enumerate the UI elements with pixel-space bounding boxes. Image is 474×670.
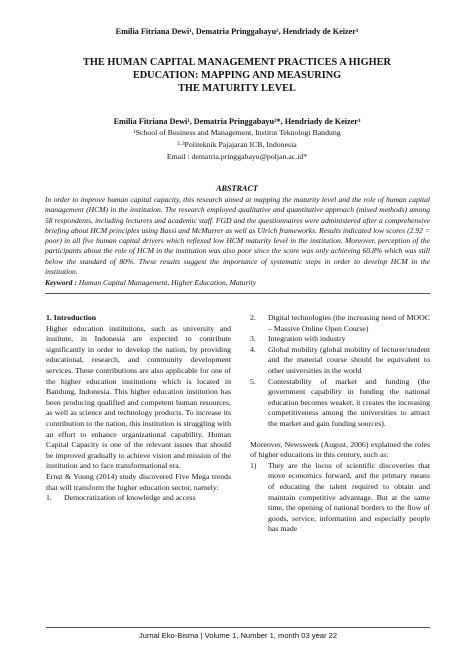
corresponding-email: Email : dematria.pringgabayu@poljan.ac.id* [166, 152, 308, 161]
list-item-text: Contestability of market and funding (the government capability in funding the national education becomes weaker, it creates the increasing competitiveness among the universities to attract the market and gain funding sources). [268, 376, 430, 428]
list-item [250, 313, 430, 334]
list-item-number: 1) [250, 460, 257, 470]
intro-paragraph-1: Higher education institutions, such as university and institute, in Indonesia are expected to contribute significantly in order to develop the nation, by providing educational, research, and community development services. These contributions are also applicable for one of the higher education institutions which is located in Bandung, Indonesia. This higher education institution has been producing qualified and competent human resources, as well as science and technology products. To increase its contribution to the nation, this institution is struggling with an effort to enhance organizational capability. Human Capital Capacity is one of the relevant issues that should be improved gradually to achieve vision and mission of the institution and to face transformational era. [46, 323, 231, 471]
list-item [46, 493, 231, 504]
paper-title [30, 56, 444, 95]
spacer [250, 430, 430, 440]
keywords-label: Keyword : [45, 278, 77, 287]
list-item-number: 4. [250, 344, 256, 354]
roles-list [250, 461, 430, 535]
list-item-number: 3. [250, 334, 256, 344]
list-item-text: Democratization of knowledge and access [64, 493, 196, 503]
abstract-text: In order to improve human capital capacity, this research aimed at mapping the maturity level and the role of human capital management (HCM) in the institution. The research employed qualitative and quantitative approach (mixed methods) among 58 respondents, including lecturers and academic staff. FGD and the questionnaires were administered after a comprehensive briefing about HCM principles using Bassi and McMurrer as well as Ulrich frameworks. Results indicated low scores (2.92 = poor) in all five human capital drivers which reflexed low HCM maturity level in the institution. Moreover, perception of the participants about the role of HCM in the institution was also poor since the score was only achieving 60.8% which was still below the standard of 80%. These results suggest the importance of systematic steps in order to develop HCM in the institution. [45, 195, 430, 277]
list-item [250, 461, 430, 535]
affiliation-1: ¹School of Business and Management, Institut Teknologi Bandung [133, 128, 341, 137]
abstract-heading: ABSTRACT [216, 184, 258, 193]
list-item [250, 377, 430, 430]
title-line: THE MATURITY LEVEL [178, 83, 296, 94]
list-item-text: Digital technologies (the increasing need of MOOC – Massive Online Open Course) [268, 313, 430, 333]
section-heading-introduction: 1. Introduction [46, 313, 97, 322]
journal-footer: Jurnal Eko-Bisma | Volume 1, Number 1, month 03 year 22 [46, 627, 430, 640]
section-divider [45, 293, 430, 294]
list-item-number: 1. [46, 493, 52, 503]
megatrend-list [46, 493, 231, 504]
title-line: THE HUMAN CAPITAL MANAGEMENT PRACTICES A HIGHER [83, 57, 391, 68]
list-item-number: 2. [250, 313, 256, 322]
intro-paragraph-2: Ernst & Young (2014) study discovered Five Mega trends that will transform the higher education sector, namely: [46, 471, 231, 492]
left-column [46, 313, 231, 504]
list-item-text: Integration with industry [268, 334, 346, 344]
right-column [250, 313, 430, 535]
keywords [45, 278, 430, 287]
newsweek-paragraph: Moreover, Newsweek (August, 2006) explained the roles of higher educations in this century, such as: [250, 439, 430, 460]
list-item-text: They are the locus of scientific discoveries that move economics forward, and the primary means of educating the talent required to obtain and maintain competitive advantage. But at the same time, the opening of national borders to the flow of goods, service, information and especially people has made [268, 460, 430, 534]
list-item-number: 5. [250, 376, 256, 386]
running-head: Emilia Fitriana Dewi¹, Dematria Pringgabayu², Hendriady de Keizer³ [115, 27, 359, 36]
author-list: Emilia Fitriana Dewi¹, Dematria Pringgabayu²*, Hendriady de Keizer³ [113, 117, 361, 126]
affiliation-2: ²·³Politeknik Pajajaran ICB, Indonesia [177, 140, 297, 149]
megatrend-list-continued [250, 313, 430, 430]
title-line: EDUCATION: MAPPING AND MEASURING [132, 70, 342, 81]
list-item [250, 334, 430, 345]
list-item [250, 345, 430, 377]
list-item-text: Global mobility (global mobility of lecturer/student and the material course should be equivalent to other universities in the world [268, 344, 430, 375]
keywords-text: Human Capital Management, Higher Education, Maturity [78, 278, 257, 287]
